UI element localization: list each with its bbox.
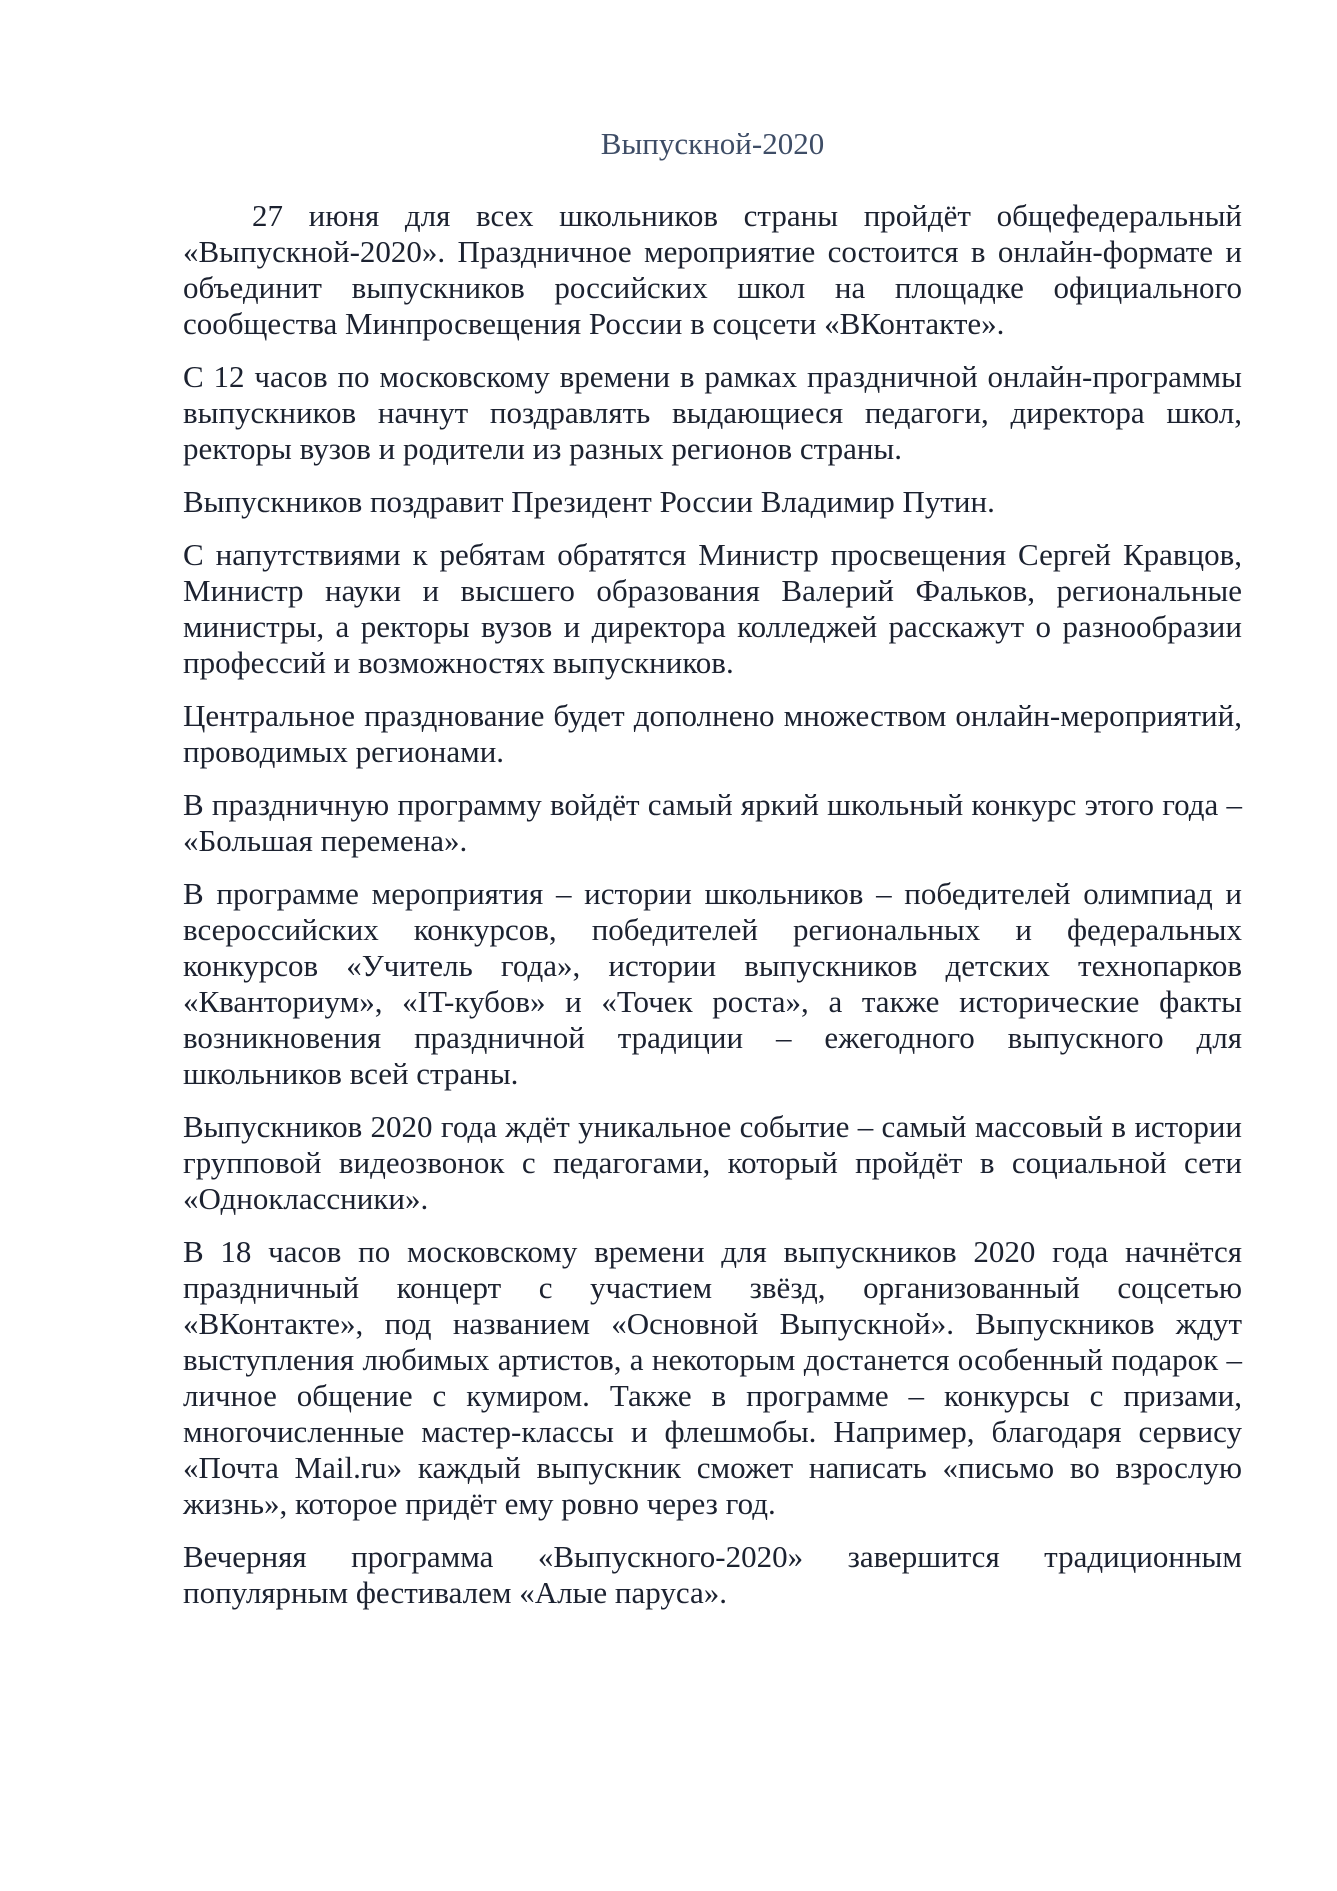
paragraph-3: Выпускников поздравит Президент России Владимир Путин. [183,484,995,519]
paragraph-4: С напутствиями к ребятам обратятся Министр просвещения Сергей Кравцов, Министр науки и высшего образования Валерий Фальков, региональные министры, а ректоры вузов и директора колледжей расскажут о разнообразии профессий и возможностях выпускников. [183,537,1242,680]
paragraph-8: Выпускников 2020 года ждёт уникальное событие – самый массовый в истории групповой видеозвонок с педагогами, который пройдёт в социальной сети «Одноклассники». [183,1109,1242,1216]
paragraph-2: С 12 часов по московскому времени в рамках праздничной онлайн-программы выпускников начнут поздравлять выдающиеся педагоги, директора школ, ректоры вузов и родители из разных регионов страны. [183,359,1242,466]
paragraph-5: Центральное празднование будет дополнено множеством онлайн-мероприятий, проводимых регионами. [183,698,1242,769]
paragraph-6: В праздничную программу войдёт самый яркий школьный конкурс этого года – «Большая перемена». [183,787,1242,858]
document-body [183,198,1242,1611]
document-title: Выпускной-2020 [600,126,825,161]
paragraph-1: 27 июня для всех школьников страны пройдёт общефедеральный «Выпускной-2020». Праздничное мероприятие состоится в онлайн-формате и объединит выпускников российских школ на площадке официального сообщества Минпросвещения России в соцсети «ВКонтакте». [183,198,1242,341]
paragraph-9: В 18 часов по московскому времени для выпускников 2020 года начнётся праздничный концерт с участием звёзд, организованный соцсетью «ВКонтакте», под названием «Основной Выпускной». Выпускников ждут выступления любимых артистов, а некоторым достанется особенный подарок – личное общение с кумиром. Также в программе – конкурсы с призами, многочисленные мастер-классы и флешмобы. Например, благодаря сервису «Почта Mail.ru» каждый выпускник сможет написать «письмо во взрослую жизнь», которое придёт ему ровно через год. [183,1234,1242,1521]
paragraph-7: В программе мероприятия – истории школьников – победителей олимпиад и всероссийских конкурсов, победителей региональных и федеральных конкурсов «Учитель года», истории выпускников детских технопарков «Кванториум», «IT-кубов» и «Точек роста», а также исторические факты возникновения праздничной традиции – ежегодного выпускного для школьников всей страны. [183,876,1242,1091]
paragraph-10: Вечерняя программа «Выпускного-2020» завершится традиционным популярным фестивалем «Алые паруса». [183,1539,1242,1610]
